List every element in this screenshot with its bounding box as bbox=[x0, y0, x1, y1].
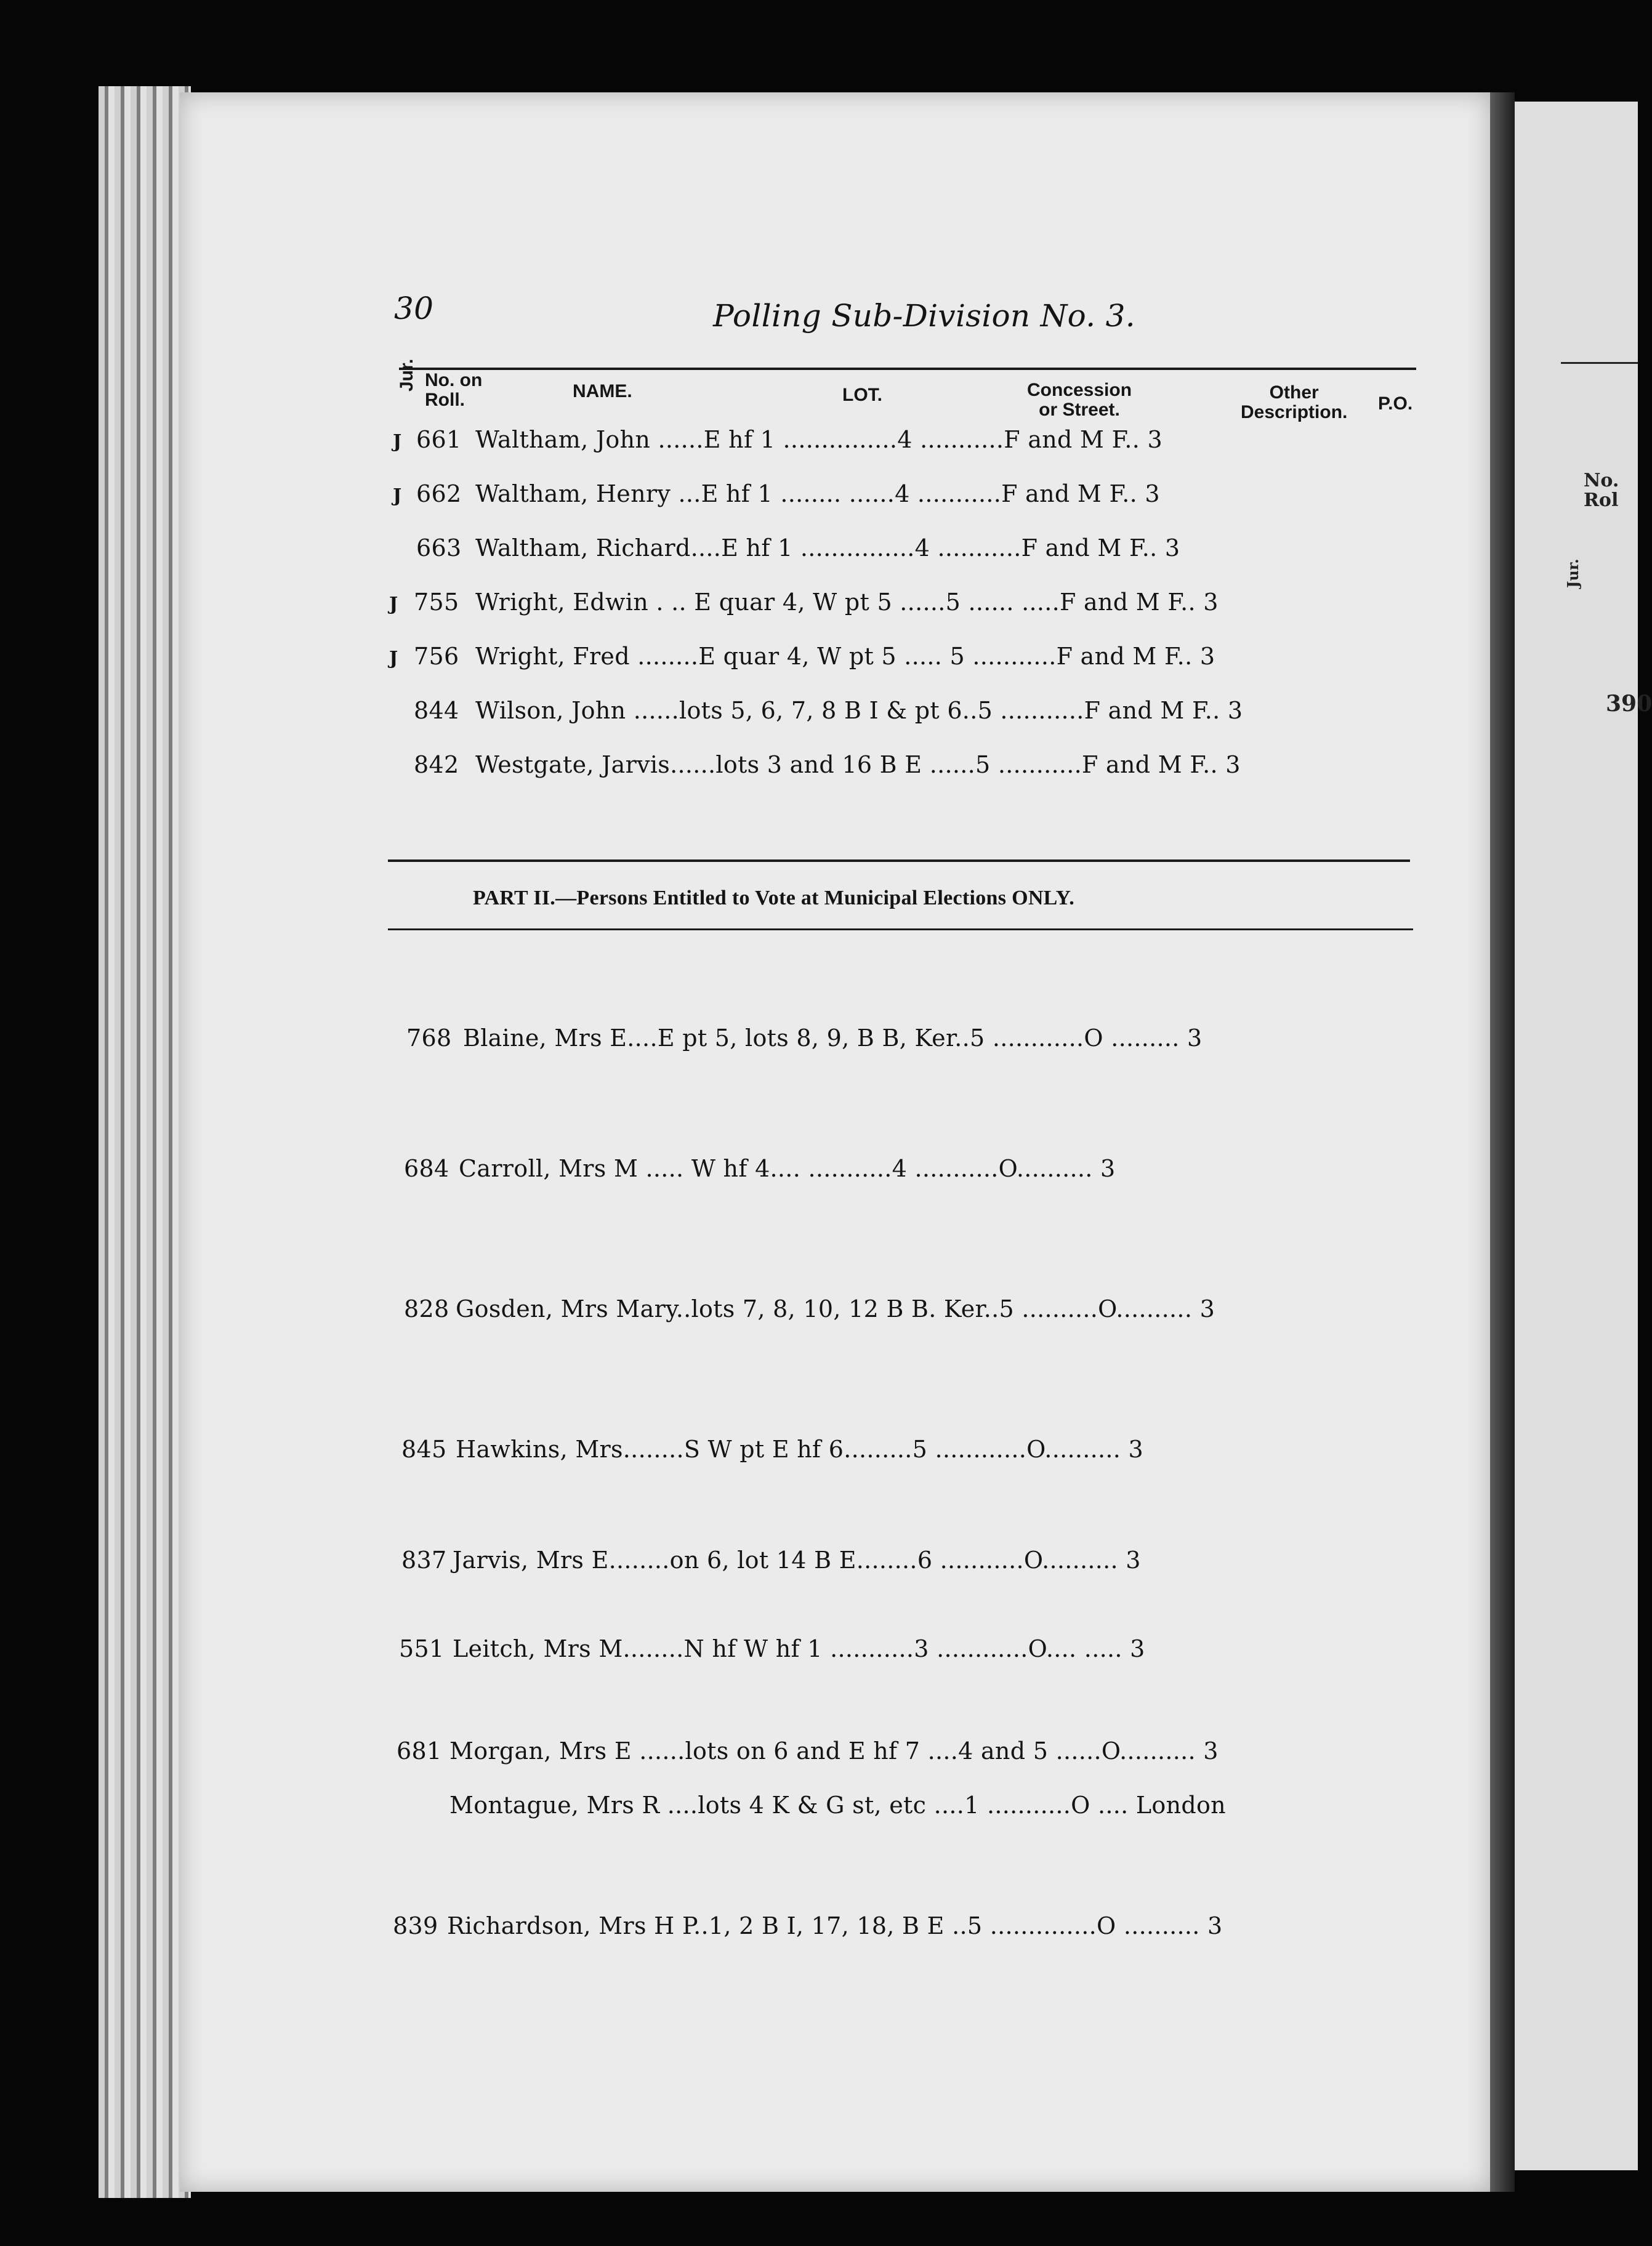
jur-mark: J bbox=[393, 431, 402, 453]
roll-number: 551 bbox=[399, 1635, 445, 1662]
entry-text: Wright, Edwin . .. E quar 4, W pt 5 ......5 ...... .....F and M F.. 3 bbox=[475, 589, 1219, 616]
roll-number: 837 bbox=[401, 1547, 447, 1574]
roll-number: 663 bbox=[416, 534, 462, 562]
roll-number: 681 bbox=[397, 1737, 442, 1765]
header-rule bbox=[399, 368, 1416, 370]
column-header-name: NAME. bbox=[573, 381, 632, 401]
column-header-lot: LOT. bbox=[842, 385, 882, 405]
entry-text: Richardson, Mrs H P..1, 2 B I, 17, 18, B E ..5 ..............O .......... 3 bbox=[447, 1912, 1223, 1939]
entry-text: Gosden, Mrs Mary..lots 7, 8, 10, 12 B B. Ker..5 ..........O.......... 3 bbox=[456, 1295, 1215, 1322]
page-number: 30 bbox=[394, 291, 434, 326]
roll-number: 756 bbox=[414, 643, 459, 670]
entry-text: Waltham, John ......E hf 1 ...............4 ...........F and M F.. 3 bbox=[475, 426, 1162, 453]
entry-text: Carroll, Mrs M ..... W hf 4.... ...........4 ...........O.......... 3 bbox=[459, 1155, 1116, 1182]
jur-mark: J bbox=[389, 648, 398, 669]
entry-text: Waltham, Henry ...E hf 1 ........ ......4 ...........F and M F.. 3 bbox=[475, 480, 1160, 507]
entry-text: Wilson, John ......lots 5, 6, 7, 8 B I & pt 6..5 ...........F and M F.. 3 bbox=[475, 697, 1243, 724]
entry-text: Waltham, Richard....E hf 1 ...............4 ...........F and M F.. 3 bbox=[475, 534, 1180, 562]
entry-text: Montague, Mrs R ....lots 4 K & G st, etc ....1 ...........O .... London bbox=[449, 1792, 1226, 1819]
roll-number: 768 bbox=[406, 1024, 452, 1052]
column-header-po: P.O. bbox=[1378, 393, 1413, 414]
entry-text: Leitch, Mrs M........N hf W hf 1 ...........3 ............O.... ..... 3 bbox=[453, 1635, 1145, 1662]
roll-number: 684 bbox=[404, 1155, 449, 1182]
entry-text: Jarvis, Mrs E........on 6, lot 14 B E........6 ...........O.......... 3 bbox=[453, 1547, 1141, 1574]
part2-top-rule bbox=[388, 859, 1410, 862]
column-header-concession: Concession or Street. bbox=[1027, 380, 1132, 420]
roll-number: 845 bbox=[401, 1436, 447, 1463]
roll-number: 662 bbox=[416, 480, 462, 507]
facing-page-roll-number: 390 bbox=[1606, 691, 1652, 717]
roll-number: 842 bbox=[414, 751, 459, 778]
page-edge-stack bbox=[99, 86, 191, 2198]
entry-text: Morgan, Mrs E ......lots on 6 and E hf 7 ....4 and 5 ......O.......... 3 bbox=[449, 1737, 1219, 1765]
column-header-roll-number: No. on Roll. bbox=[425, 370, 483, 410]
facing-page-roll-header: No. Rol bbox=[1584, 470, 1619, 511]
entry-text: Blaine, Mrs E....E pt 5, lots 8, 9, B B, Ker..5 ............O ......... 3 bbox=[463, 1024, 1203, 1052]
entry-text: Wright, Fred ........E quar 4, W pt 5 ..... 5 ...........F and M F.. 3 bbox=[475, 643, 1215, 670]
facing-page-rule bbox=[1561, 362, 1638, 364]
facing-page-jur-label: Jur. bbox=[1564, 558, 1582, 588]
roll-number: 839 bbox=[393, 1912, 438, 1939]
jur-mark: J bbox=[393, 485, 402, 507]
page-title: Polling Sub-Division No. 3. bbox=[713, 298, 1135, 334]
column-header-jur: Jur. bbox=[397, 358, 417, 392]
entry-text: Hawkins, Mrs........S W pt E hf 6.........5 ............O.......... 3 bbox=[456, 1436, 1143, 1463]
part2-heading: PART II.—Persons Entitled to Vote at Municipal Elections ONLY. bbox=[473, 887, 1075, 909]
entry-text: Westgate, Jarvis......lots 3 and 16 B E ......5 ...........F and M F.. 3 bbox=[475, 751, 1241, 778]
part2-bottom-rule bbox=[388, 928, 1413, 930]
roll-number: 661 bbox=[416, 426, 462, 453]
roll-number: 844 bbox=[414, 697, 459, 724]
roll-number: 828 bbox=[404, 1295, 449, 1322]
roll-number: 755 bbox=[414, 589, 459, 616]
column-header-other-description: Other Description. bbox=[1241, 382, 1348, 422]
jur-mark: J bbox=[389, 594, 398, 615]
facing-page bbox=[1515, 102, 1652, 2170]
